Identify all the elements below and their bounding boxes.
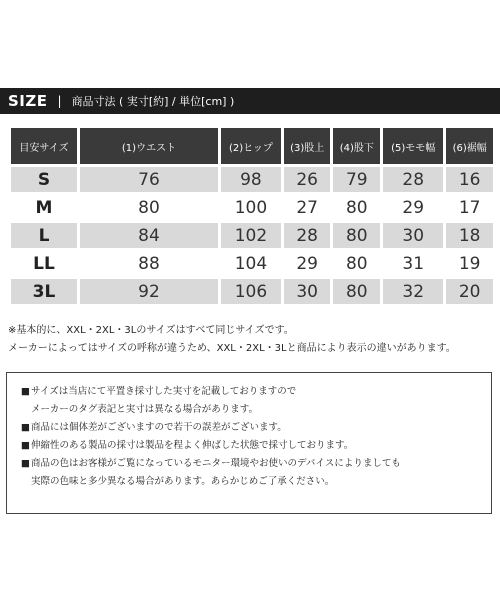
table-row bbox=[11, 223, 493, 248]
size-header-bar bbox=[0, 88, 500, 114]
value-cell: 26 bbox=[284, 167, 331, 192]
measurement-notice-box bbox=[6, 372, 492, 514]
header-hem: (6)裾幅 bbox=[446, 128, 493, 164]
value-cell: 28 bbox=[284, 223, 331, 248]
size-cell: L bbox=[11, 223, 77, 248]
value-cell: 104 bbox=[221, 251, 281, 276]
size-table bbox=[8, 125, 496, 307]
value-cell: 28 bbox=[383, 167, 443, 192]
notice-item bbox=[21, 383, 477, 419]
value-cell: 30 bbox=[284, 279, 331, 304]
notice-item bbox=[21, 455, 477, 491]
value-cell: 17 bbox=[446, 195, 493, 220]
table-row bbox=[11, 279, 493, 304]
square-bullet-icon: ■ bbox=[21, 386, 30, 397]
value-cell: 76 bbox=[80, 167, 218, 192]
notice-item bbox=[21, 437, 477, 455]
value-cell: 84 bbox=[80, 223, 218, 248]
value-cell: 19 bbox=[446, 251, 493, 276]
size-cell: 3L bbox=[11, 279, 77, 304]
header-waist: (1)ウエスト bbox=[80, 128, 218, 164]
value-cell: 79 bbox=[333, 167, 380, 192]
table-header-row bbox=[11, 128, 493, 164]
size-cell: S bbox=[11, 167, 77, 192]
value-cell: 80 bbox=[333, 279, 380, 304]
size-cell: M bbox=[11, 195, 77, 220]
header-separator: | bbox=[57, 94, 62, 108]
header-thigh: (5)モモ幅 bbox=[383, 128, 443, 164]
value-cell: 100 bbox=[221, 195, 281, 220]
value-cell: 29 bbox=[284, 251, 331, 276]
header-rise: (3)股上 bbox=[284, 128, 331, 164]
table-row bbox=[11, 195, 493, 220]
value-cell: 98 bbox=[221, 167, 281, 192]
note-line: メーカーによってはサイズの呼称が違うため、XXL・2XL・3Lと商品により表示の違いがあります。 bbox=[8, 343, 456, 354]
size-notes bbox=[8, 322, 498, 358]
value-cell: 92 bbox=[80, 279, 218, 304]
size-label: SIZE bbox=[8, 92, 48, 110]
square-bullet-icon: ■ bbox=[21, 440, 30, 451]
header-size-guide: 目安サイズ bbox=[11, 128, 77, 164]
value-cell: 80 bbox=[333, 223, 380, 248]
value-cell: 106 bbox=[221, 279, 281, 304]
value-cell: 27 bbox=[284, 195, 331, 220]
square-bullet-icon: ■ bbox=[21, 458, 30, 469]
value-cell: 102 bbox=[221, 223, 281, 248]
value-cell: 29 bbox=[383, 195, 443, 220]
table-row bbox=[11, 251, 493, 276]
table-row bbox=[11, 167, 493, 192]
notice-line: 商品の色はお客様がご覧になっているモニター環境やお使いのデバイスによりましても bbox=[31, 458, 401, 469]
value-cell: 80 bbox=[333, 195, 380, 220]
notice-line: メーカーのタグ表記と実寸は異なる場合があります。 bbox=[31, 404, 259, 415]
notice-line: 伸縮性のある製品の採寸は製品を程よく伸ばした状態で採寸しております。 bbox=[31, 440, 354, 451]
note-line: ※基本的に、XXL・2XL・3Lのサイズはすべて同じサイズです。 bbox=[8, 325, 294, 336]
notice-item bbox=[21, 419, 477, 437]
value-cell: 18 bbox=[446, 223, 493, 248]
notice-line: 実際の色味と多少異なる場合があります。あらかじめご了承ください。 bbox=[31, 476, 335, 487]
square-bullet-icon: ■ bbox=[21, 422, 30, 433]
value-cell: 80 bbox=[80, 195, 218, 220]
notice-line: サイズは当店にて平置き採寸した実寸を記載しておりますので bbox=[31, 386, 297, 397]
value-cell: 80 bbox=[333, 251, 380, 276]
value-cell: 32 bbox=[383, 279, 443, 304]
value-cell: 20 bbox=[446, 279, 493, 304]
header-inseam: (4)股下 bbox=[333, 128, 380, 164]
notice-line: 商品には個体差がございますので若干の誤差がございます。 bbox=[31, 422, 287, 433]
value-cell: 16 bbox=[446, 167, 493, 192]
value-cell: 30 bbox=[383, 223, 443, 248]
header-subtitle: 商品寸法 ( 実寸[約] / 単位[cm] ) bbox=[71, 95, 235, 108]
header-hip: (2)ヒップ bbox=[221, 128, 281, 164]
value-cell: 31 bbox=[383, 251, 443, 276]
value-cell: 88 bbox=[80, 251, 218, 276]
size-cell: LL bbox=[11, 251, 77, 276]
